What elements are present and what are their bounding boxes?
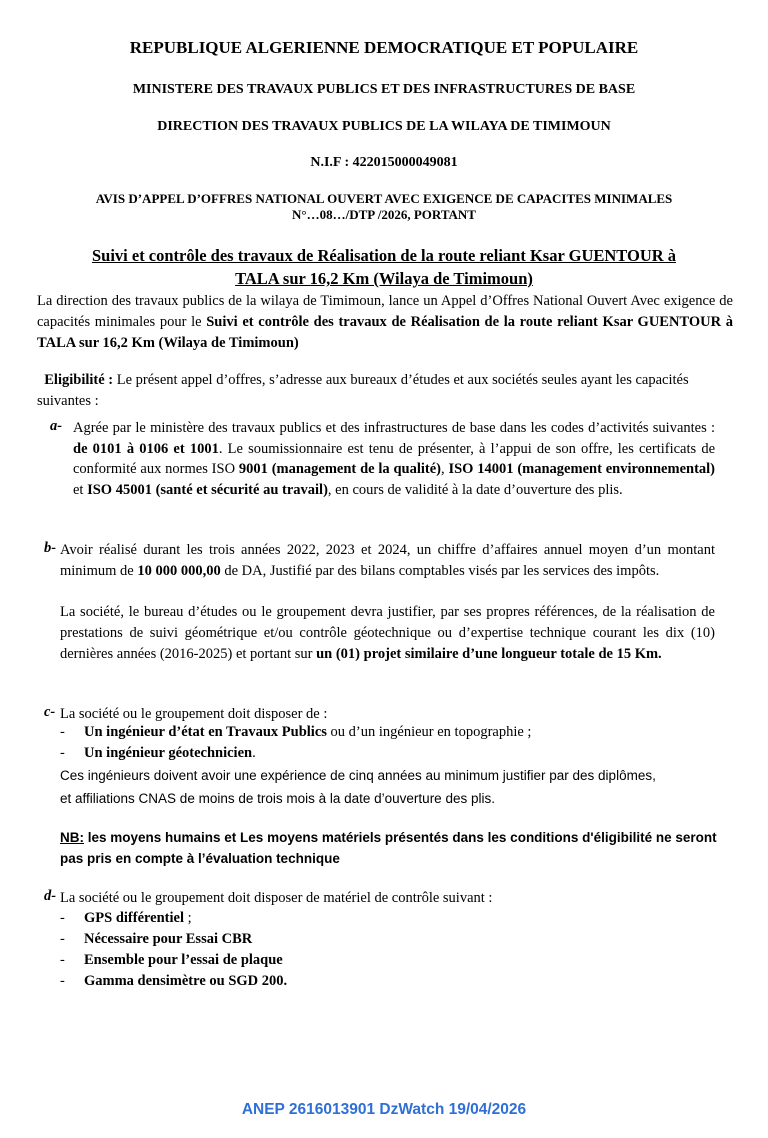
- eligibility-paragraph: [37, 370, 733, 412]
- avis-title-line1: AVIS D’APPEL D’OFFRES NATIONAL OUVERT AVEC EXIGENCE DE CAPACITES MINIMALES: [95, 191, 673, 206]
- item-b-t1: Avoir réalisé durant les trois années 2022, 2023 et 2024, un chiffre d’affaires annuel moyen d’un montant minimum de: [60, 542, 715, 579]
- item-a-b4: ISO 45001 (santé et sécurité au travail): [87, 481, 328, 498]
- item-d-li2-bold: Nécessaire pour Essai CBR: [84, 931, 253, 947]
- item-b-t2: de DA, Justifié par des bilans comptables visés par les services des impôts.: [220, 562, 660, 579]
- item-d-li1-text: ;: [184, 910, 192, 926]
- avis-title: [40, 191, 728, 223]
- nif-line: N.I.F : 422015000049081: [310, 155, 458, 170]
- list-item: [60, 971, 287, 992]
- avis-title-line2: N°…08…/DTP /2026, PORTANT: [292, 207, 476, 222]
- item-a-text: [73, 418, 715, 500]
- nb-note: [60, 828, 720, 869]
- nb-label: NB:: [60, 830, 84, 845]
- item-a-t2: . Le soumissionnaire est tenu de présenter, à l’appui de son offre, les certificats de conformité aux normes ISO: [73, 440, 716, 477]
- direction-heading: DIRECTION DES TRAVAUX PUBLICS DE LA WILAYA DE TIMIMOUN: [157, 119, 611, 134]
- item-d-li3-bold: Ensemble pour l’essai de plaque: [84, 952, 283, 968]
- intro-text: La direction des travaux publics de la wilaya de Timimoun, lance un Appel d’Offres National Ouvert Avec exigence de capacités minimales pour le: [37, 293, 733, 330]
- item-a-t3: ,: [441, 461, 449, 477]
- item-d-list: [60, 908, 287, 992]
- item-a-t4: et: [73, 481, 88, 498]
- item-d-li4-bold: Gamma densimètre ou SGD 200.: [84, 973, 288, 989]
- item-a-t5: , en cours de validité à la date d’ouverture des plis.: [327, 481, 623, 498]
- item-c-li1-text: ou d’un ingénieur en topographie ;: [326, 724, 532, 740]
- eligibility-label: Eligibilité :: [44, 372, 114, 388]
- item-a-t1: Agrée par le ministère des travaux publics et des infrastructures de base dans les codes d’activités suivantes :: [73, 420, 715, 436]
- item-c-li2-bold: Un ingénieur géotechnicien: [84, 745, 253, 761]
- item-c-text: La société ou le groupement doit disposer de :: [60, 706, 328, 722]
- item-b-b1: 10 000 000,00: [137, 562, 221, 579]
- item-a-b3: ISO 14001 (management environnemental): [448, 461, 715, 477]
- item-a-marker: a-: [50, 418, 63, 434]
- ministry-heading: MINISTERE DES TRAVAUX PUBLICS ET DES INFRASTRUCTURES DE BASE: [132, 82, 636, 97]
- footer-watermark: ANEP 2616013901 DzWatch 19/04/2026: [241, 1101, 527, 1118]
- list-item: [60, 950, 287, 971]
- item-d-li1-bold: GPS différentiel: [84, 910, 185, 926]
- item-b-p2-bold: un (01) projet similaire d’une longueur totale de 15 Km.: [316, 646, 662, 662]
- subject-line1: Suivi et contrôle des travaux de Réalisation de la route reliant Ksar GUENTOUR à: [91, 246, 677, 265]
- experience-line2: et affiliations CNAS de moins de trois mois à la date d’ouverture des plis.: [60, 791, 495, 806]
- subject-line2: TALA sur 16,2 Km (Wilaya de Timimoun): [235, 269, 533, 288]
- list-item: [60, 722, 531, 743]
- nb-text: les moyens humains et Les moyens matériels présentés dans les conditions d'éligibilité ne seront pas pris en compte à l’évaluation technique: [60, 830, 717, 866]
- list-item: [60, 743, 531, 764]
- list-item: [60, 908, 287, 929]
- experience-line1: Ces ingénieurs doivent avoir une expérience de cinq années au minimum justifier par des diplômes,: [60, 768, 656, 783]
- item-c-li2-text: .: [252, 745, 256, 761]
- republic-heading: REPUBLIQUE ALGERIENNE DEMOCRATIQUE ET POPULAIRE: [129, 38, 639, 57]
- item-c-list: [60, 722, 531, 764]
- engineers-experience: [60, 764, 720, 810]
- item-d-text: La société ou le groupement doit disposer de matériel de contrôle suivant :: [60, 890, 493, 906]
- item-a-b2: 9001 (management de la qualité): [238, 461, 442, 477]
- item-b-p2-text: La société, le bureau d’études ou le groupement devra justifier, par ses propres références, de la réalisation de prestations de suivi géométrique et/ou contrôle géotechnique ou d’expertise technique courant les dix (10) dernières années (2016-2025) et portant sur: [60, 604, 715, 662]
- intro-bold: Suivi et contrôle des travaux de Réalisation de la route reliant Ksar GUENTOUR à TALA sur 16,2 Km (Wilaya de Timimoun): [37, 314, 733, 351]
- subject-title: [40, 244, 728, 290]
- item-d-marker: d-: [44, 888, 57, 904]
- item-b-text: [60, 540, 715, 581]
- item-b-marker: b-: [44, 540, 57, 556]
- item-c-li1-bold: Un ingénieur d’état en Travaux Publics: [84, 724, 327, 740]
- item-c-marker: c-: [44, 704, 56, 720]
- item-a-b1: de 0101 à 0106 et 1001: [73, 440, 219, 457]
- list-item: [60, 929, 287, 950]
- item-b-references-paragraph: [60, 602, 715, 665]
- eligibility-text: Le présent appel d’offres, s’adresse aux bureaux d’études et aux sociétés seules ayant les capacités suivantes :: [37, 372, 689, 409]
- intro-paragraph: [37, 291, 733, 354]
